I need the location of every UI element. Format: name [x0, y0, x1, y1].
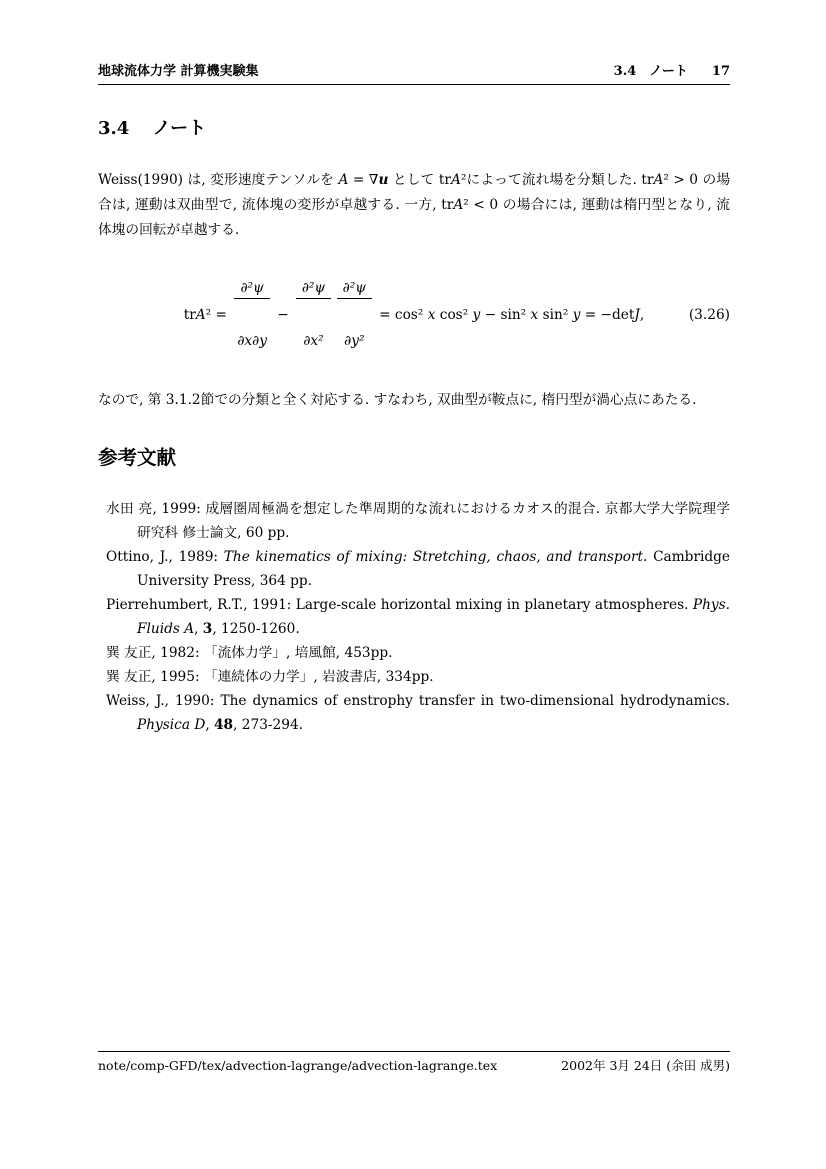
reference-item: 巽 友正, 1982: 「流体力学」, 培風館, 453pp.	[106, 645, 393, 661]
footer-file-path: note/comp-GFD/tex/advection-lagrange/advection-lagrange.tex	[98, 1058, 498, 1073]
note-paragraph-2: なので, 第 3.1.2節での分類と全く対応する. すなわち, 双曲型が鞍点に, 楕円型が渦心点にあたる.	[98, 392, 697, 408]
note-paragraph-1: Weiss(1990) は, 変形速度テンソルを A = ∇u として trA²によって流れ場を分類した. trA² > 0 の場合は, 運動は双曲型で, 流体塊の変形が卓越する. 一方, trA² < 0 の場合には, 運動は楕円型となり, 流体塊の回転が卓越する.	[98, 172, 731, 238]
equation-3-26	[98, 248, 730, 381]
fraction-dxdy: $\frac{\text{∂²ψ}}{\partial x\partial y}$	[234, 248, 270, 381]
section-number: 3.4	[98, 118, 130, 139]
header-right	[614, 64, 730, 79]
equation-body	[184, 248, 645, 381]
section-title: ノート	[152, 118, 207, 139]
equation-minus: −	[272, 306, 294, 323]
reference-item: Ottino, J., 1989: The kinematics of mixing: Stretching, chaos, and transport. Cambridge University Press, 364 pp.	[106, 549, 730, 589]
header-book-title: 地球流体力学 計算機実験集	[98, 64, 259, 79]
equation-number: (3.26)	[688, 306, 730, 323]
header-section-label: 3.4 ノート	[613, 64, 688, 79]
running-header	[98, 64, 730, 85]
page-footer	[98, 1051, 730, 1073]
reference-item: Weiss, J., 1990: The dynamics of enstrophy transfer in two-dimensional hydrodynamics. Physica D, 48, 273-294.	[106, 693, 730, 733]
references-heading: 参考文献	[98, 446, 177, 469]
header-page-number: 17	[711, 64, 730, 79]
footer-date-author: 2002年 3月 24日 (余田 成男)	[561, 1058, 730, 1073]
section-heading	[98, 118, 730, 140]
reference-list	[106, 497, 730, 737]
reference-item: 巽 友正, 1995: 「連続体の力学」, 岩波書店, 334pp.	[106, 669, 434, 685]
equation-rhs: = cos² x cos² y − sin² x sin² y = −detJ,	[374, 306, 645, 323]
fraction-dy2: $\frac{\text{∂²ψ}}{\text{∂y²}}$	[337, 248, 372, 381]
reference-item: Pierrehumbert, R.T., 1991: Large-scale horizontal mixing in planetary atmospheres. Phys. Fluids A, 3, 1250-1260.	[106, 597, 730, 637]
reference-item: 水田 亮, 1999: 成層圏周極渦を想定した準周期的な流れにおけるカオス的混合. 京都大学大学院理学研究科 修士論文, 60 pp.	[106, 501, 730, 541]
fraction-dx2: $\frac{\text{∂²ψ}}{\text{∂x²}}$	[296, 248, 331, 381]
equation-lhs: trA² =	[183, 306, 232, 323]
